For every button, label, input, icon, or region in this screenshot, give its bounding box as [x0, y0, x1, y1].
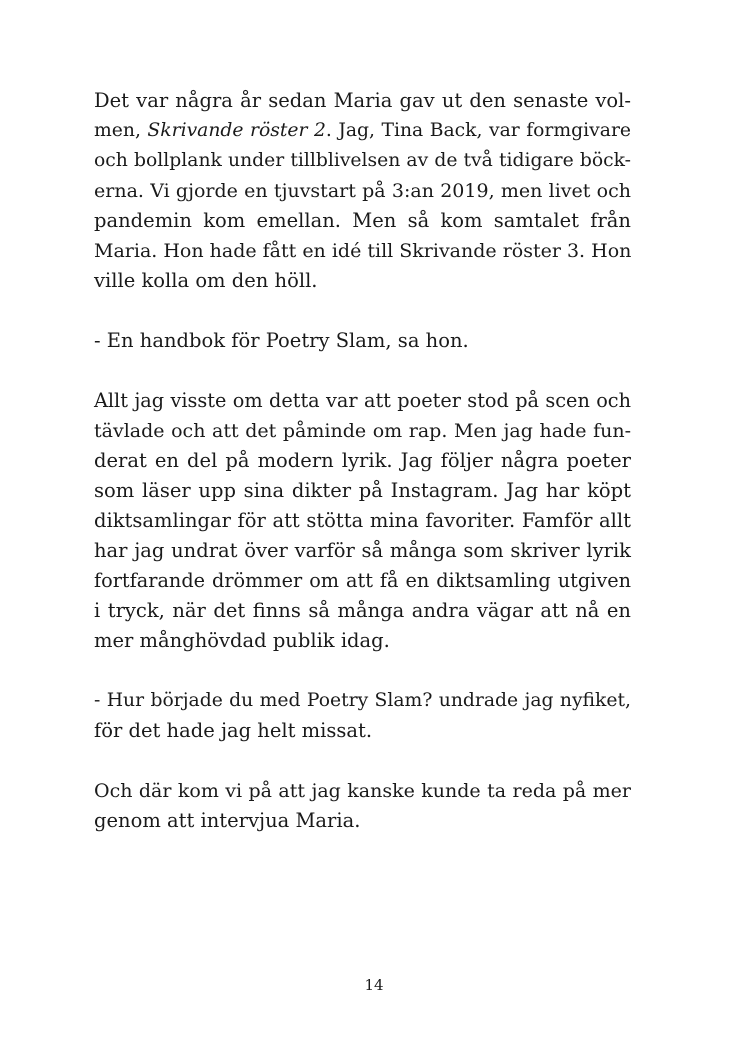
text-line: i tryck, när det finns så många andra vägar att nå en — [94, 599, 631, 622]
text-span: men, — [94, 120, 148, 141]
text-line: Maria. Hon hade fått en idé till Skrivande röster 3. Hon — [94, 240, 632, 262]
text-line: ville kolla om den höll. — [94, 269, 318, 292]
text-span: . Jag, Tina Back, var formgivare — [325, 120, 631, 141]
text-line: Allt jag visste om detta var att poeter stod på scen och — [94, 389, 631, 412]
text-line: diktsamlingar för att stötta mina favoriter. Famför allt — [94, 509, 631, 532]
text-line: har jag undrat över varför så många som skriver lyrik — [94, 539, 631, 562]
text-line: mer månghövdad publik idag. — [94, 629, 390, 652]
paragraph-gap — [94, 746, 631, 776]
paragraph-quote-handbook — [94, 326, 631, 356]
paragraph-gap — [94, 296, 631, 326]
page-number: 14 — [364, 976, 384, 994]
page-body — [94, 86, 631, 836]
text-line: - En handbok för Poetry Slam, sa hon. — [94, 329, 469, 352]
text-line: som läser upp sina dikter på Instagram. Jag har köpt — [94, 479, 631, 502]
paragraph-gap — [94, 356, 631, 386]
text-line: tävlade och att det påminde om rap. Men jag hade fun- — [94, 420, 631, 442]
text-line: - Hur började du med Poetry Slam? undrade jag nyfiket, — [94, 690, 631, 711]
paragraph-conclusion — [94, 776, 631, 836]
text-line: genom att intervjua Maria. — [94, 809, 361, 832]
paragraph-intro — [94, 86, 631, 296]
paragraph-gap — [94, 656, 631, 686]
text-line: för det hade jag helt missat. — [94, 719, 373, 742]
paragraph-quote-question — [94, 686, 631, 746]
text-line: Och där kom vi på att jag kanske kunde ta reda på mer — [94, 780, 631, 802]
text-line: och bollplank under tillblivelsen av de två tidigare böck- — [94, 150, 631, 171]
text-line: pandemin kom emellan. Men så kom samtalet från — [94, 209, 631, 232]
text-line — [94, 116, 631, 146]
text-line: derat en del på modern lyrik. Jag följer några poeter — [94, 449, 631, 472]
paragraph-knowledge — [94, 386, 631, 656]
text-line: erna. Vi gjorde en tjuvstart på 3:an 2019, men livet och — [94, 180, 631, 202]
book-title: Skrivande röster 2 — [147, 120, 326, 141]
text-line: Det var några år sedan Maria gav ut den senaste vol- — [94, 89, 631, 112]
text-line: fortfarande drömmer om att få en diktsamling utgiven — [94, 569, 631, 592]
